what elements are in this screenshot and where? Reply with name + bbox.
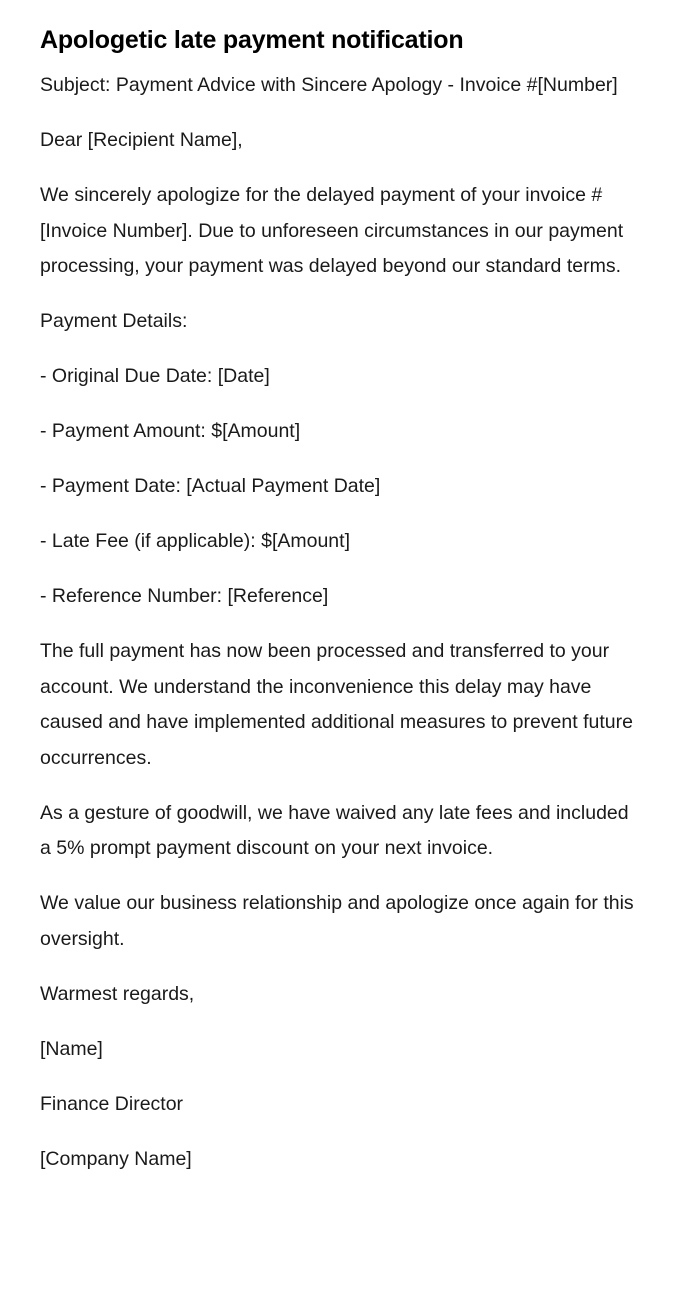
detail-item-due-date: - Original Due Date: [Date] (40, 365, 270, 387)
goodwill-paragraph: As a gesture of goodwill, we have waived any late fees and included a 5% prompt payment discount on your next invoice. (40, 801, 629, 859)
intro-paragraph: We sincerely apologize for the delayed payment of your invoice #[Invoice Number]. Due to unforeseen circumstances in our payment processing, your payment was delayed beyond our standard terms. (40, 184, 624, 277)
letter-document (40, 22, 640, 1197)
detail-item-late-fee: - Late Fee (if applicable): $[Amount] (40, 530, 350, 552)
detail-item-amount: - Payment Amount: $[Amount] (40, 420, 301, 442)
signature-company: [Company Name] (40, 1147, 192, 1170)
value-paragraph: We value our business relationship and apologize once again for this oversight. (40, 892, 634, 950)
signature-title: Finance Director (40, 1092, 184, 1115)
greeting: Dear [Recipient Name], (40, 129, 243, 151)
processed-paragraph: The full payment has now been processed and transferred to your account. We understand the inconvenience this delay may have caused and have implemented additional measures to prevent future occurrences. (40, 640, 633, 769)
document-title: Apologetic late payment notification (40, 26, 464, 54)
details-heading: Payment Details: (40, 310, 188, 332)
closing: Warmest regards, (40, 982, 195, 1005)
detail-item-payment-date: - Payment Date: [Actual Payment Date] (40, 475, 381, 497)
detail-item-reference: - Reference Number: [Reference] (40, 585, 329, 607)
signature-name: [Name] (40, 1037, 103, 1060)
subject-line: Subject: Payment Advice with Sincere Apology - Invoice #[Number] (40, 74, 618, 96)
